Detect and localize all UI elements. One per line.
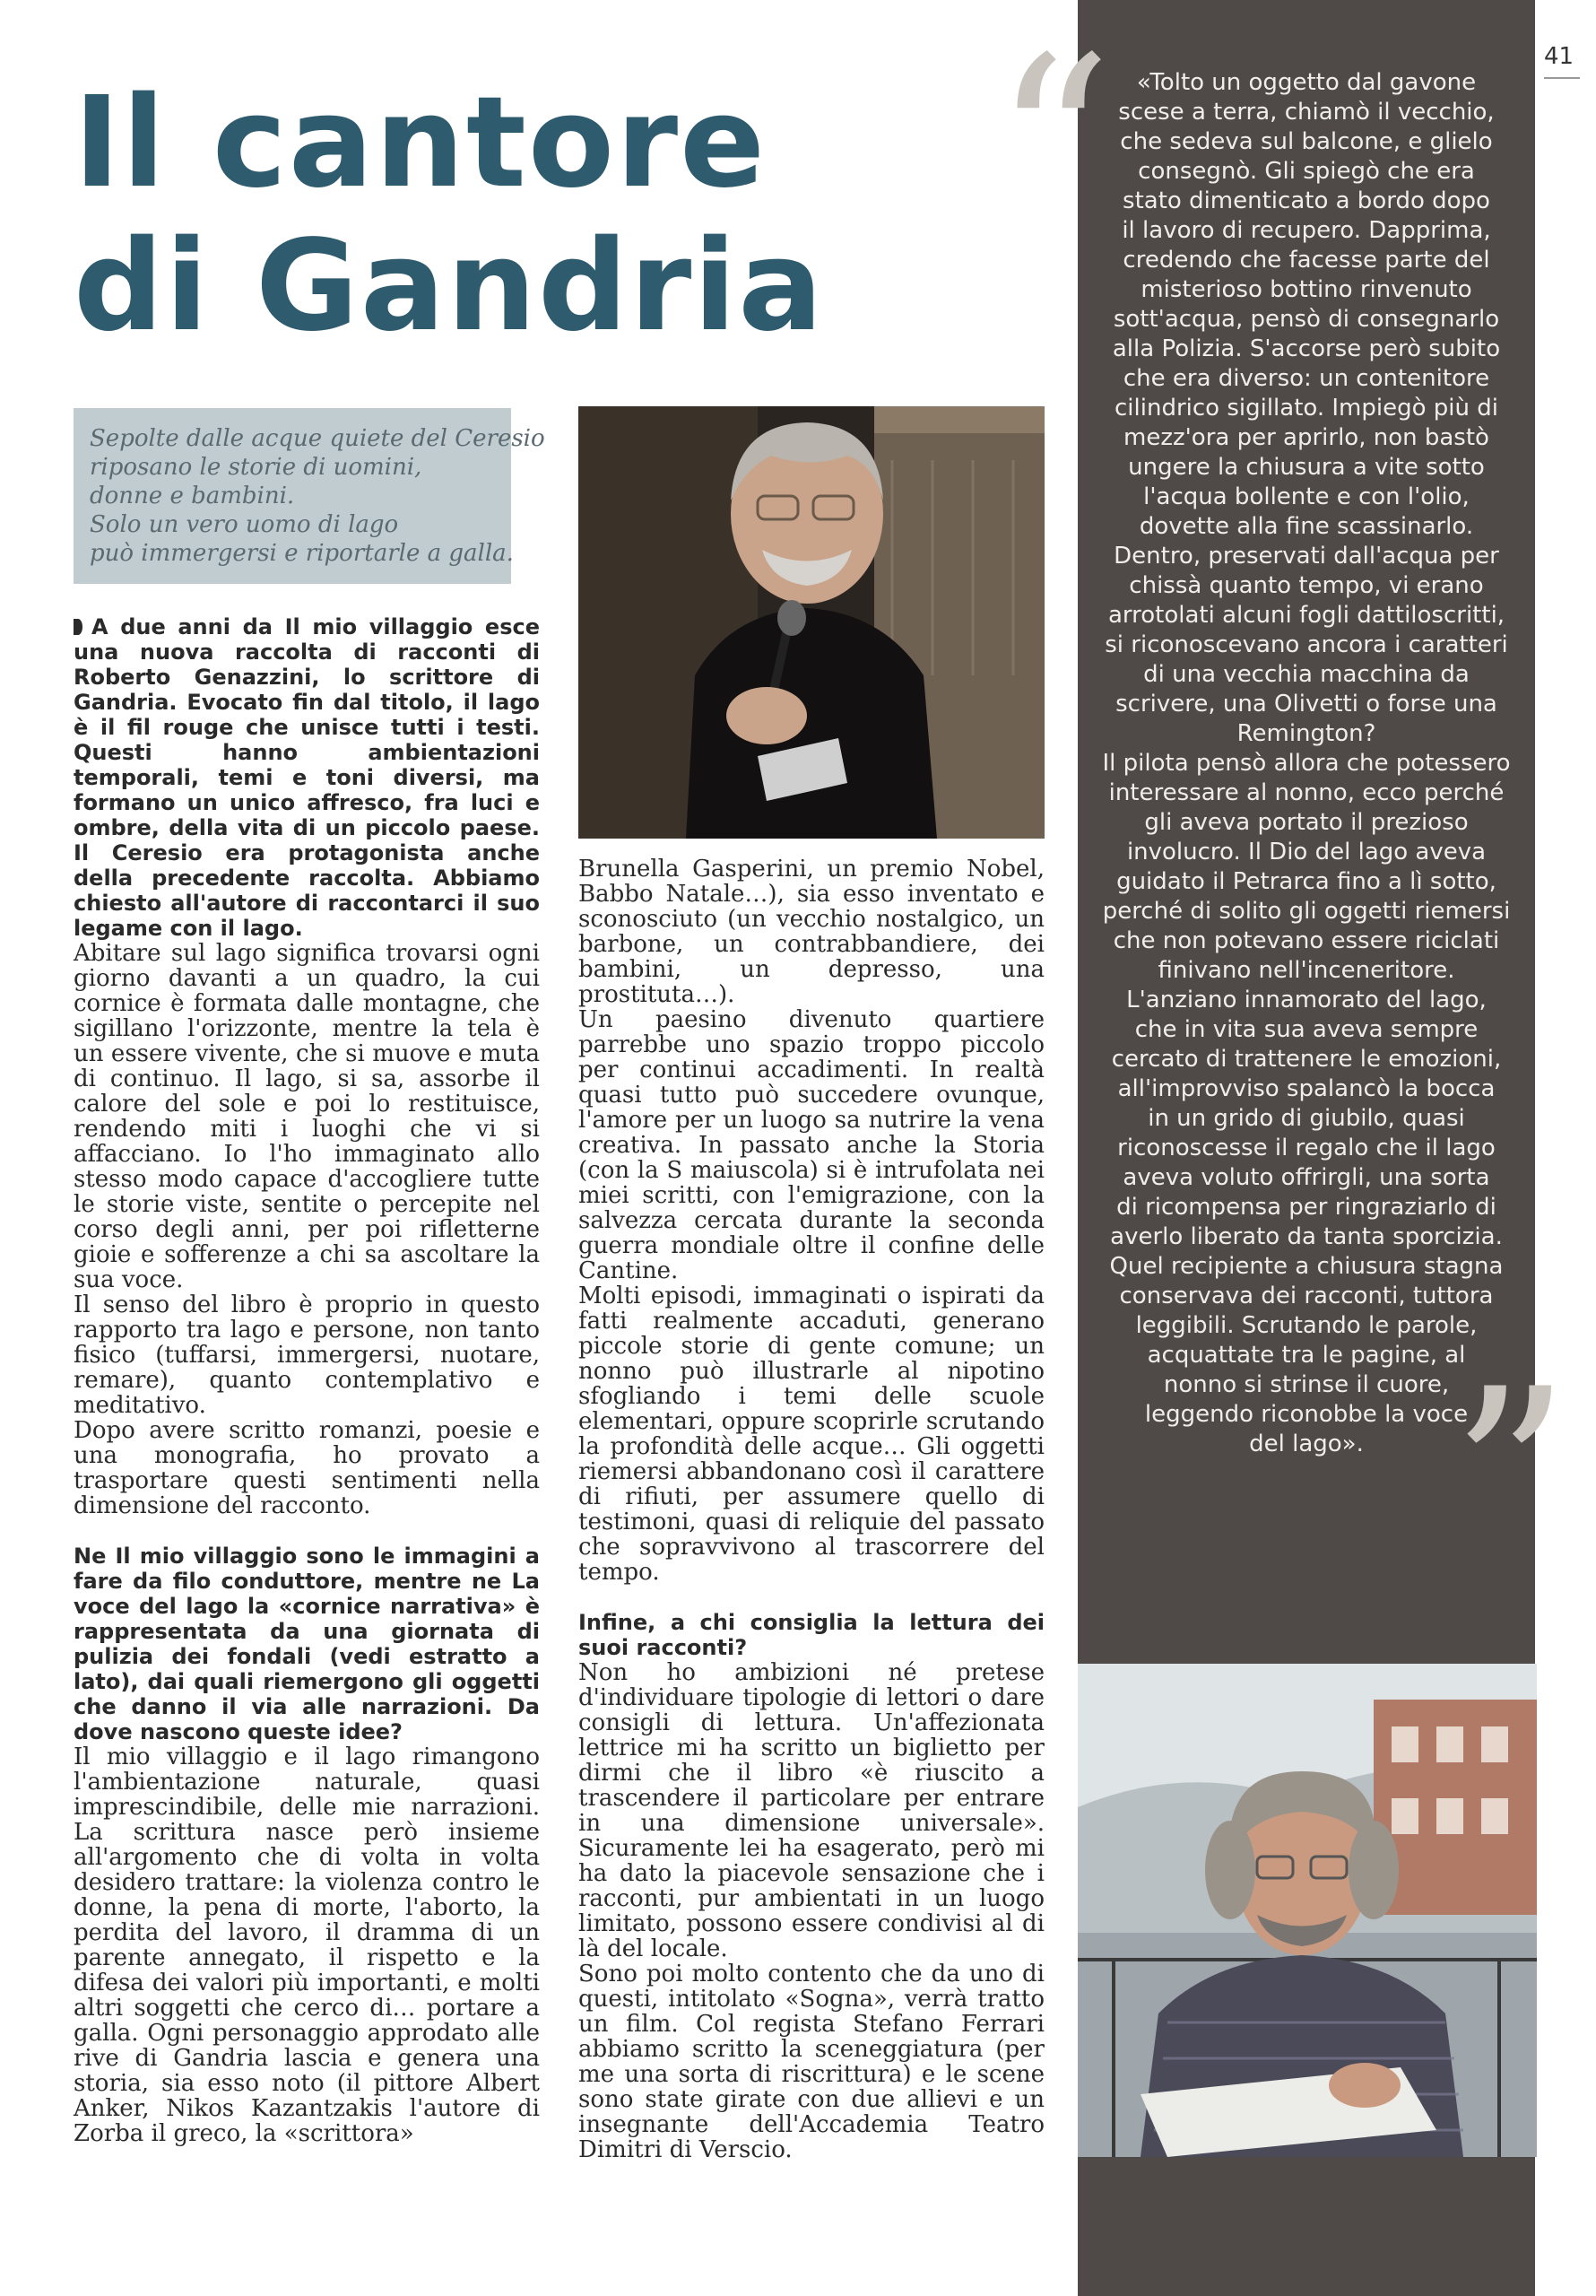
body-paragraph: Il senso del libro è proprio in questo rapporto tra lago e persone, non tanto fisico (tuffarsi, immergersi, nuotare, remare), quanto contemplativo e meditativo.: [74, 1292, 540, 1419]
excerpt-line: involucro. Il Dio del lago aveva: [1126, 839, 1487, 865]
excerpt-line: alla Polizia. S'accorse però subito: [1112, 335, 1501, 362]
excerpt-line: leggibili. Scrutando le parole,: [1135, 1312, 1478, 1339]
excerpt-line: L'anziano innamorato del lago,: [1126, 987, 1487, 1013]
author-photo-microphone: [578, 406, 1045, 839]
body-paragraph: Non ho ambizioni né pretese d'individuare tipologie di lettori o dare consigli di lettura. Un'affezionata lettrice mi ha scritto un biglietto per dirmi che il libro «è riuscito a trascendere il particolare per entrare in una dimensione universale». Sicuramente lei ha esagerato, però mi ha dato la piacevole sensazione che i racconti, pur ambientati in un luogo limitato, possono essere condivisi al di là del locale.: [578, 1659, 1045, 1962]
excerpt-line: del lago».: [1249, 1431, 1364, 1457]
body-paragraph: Dopo avere scritto romanzi, poesie e una monografia, ho provato a trasportare questi sentimenti nella dimensione del racconto.: [74, 1417, 540, 1519]
article-column-2: [578, 857, 1045, 2162]
open-quote-icon: “: [993, 8, 1113, 279]
paragraph-marker-icon: [74, 619, 82, 635]
excerpt-line: averlo liberato da tanta sporcizia.: [1110, 1223, 1503, 1250]
lead-line: può immergersi e riportarle a galla.: [90, 540, 514, 567]
title-line-2: di Gandria: [74, 213, 825, 360]
excerpt-line: nonno si strinse il cuore,: [1163, 1371, 1450, 1398]
excerpt-line: cercato di trattenere le emozioni,: [1111, 1046, 1502, 1073]
author-photo-balcony: [1078, 1664, 1537, 2157]
excerpt-line: all'improvviso spalancò la bocca: [1117, 1075, 1496, 1102]
excerpt-line: sott'acqua, pensò di consegnarlo: [1113, 306, 1500, 333]
body-paragraph: Il mio villaggio e il lago rimangono l'ambientazione naturale, quasi imprescindibile, delle mie narrazioni. La scrittura nasce però insieme all'argomento che di volta in volta desidero trattare: la violenza contro le donne, la pena di morte, l'aborto, la perdita del lavoro, il dramma di un parente annegato, il rispetto e la difesa dei valori più importanti, e molti altri soggetti che cerco di… portare a galla. Ogni personaggio approdato alle rive di Gandria lascia e genera una storia, sia esso noto (il pittore Albert Anker, Nikos Kazantzakis l'autore di Zorba il greco, la «scrittora»: [74, 1744, 540, 2147]
title-line-1: Il cantore: [74, 70, 768, 216]
excerpt-line: credendo che facesse parte del: [1123, 247, 1490, 274]
excerpt-line: scese a terra, chiamò il vecchio,: [1118, 99, 1495, 126]
body-paragraph: Sono poi molto contento che da uno di questi, intitolato «Sogna», verrà tratto un film. Col regista Stefano Ferrari abbiamo scritto la sceneggiatura (per me una sorta di riscrittura) e le scene sono state girate con due allievi e un insegnante dell'Accademia Teatro Dimitri di Verscio.: [578, 1961, 1045, 2163]
article-column-1: [74, 614, 540, 2146]
lead-line: riposano le storie di uomini,: [90, 454, 422, 481]
excerpt-line: arrotolati alcuni fogli dattiloscritti,: [1107, 602, 1505, 629]
excerpt-line: il lavoro di recupero. Dapprima,: [1122, 217, 1491, 244]
excerpt-line: gli aveva portato il prezioso: [1144, 809, 1469, 836]
lead-line: donne e bambini.: [90, 483, 295, 509]
body-paragraph: Molti episodi, immaginati o ispirati da fatti realmente accaduti, generano piccole storie di gente comune; un nonno può illustrarle al nipotino sfogliando i temi delle scuole elementari, oppure scoprirle scrutando la profondità delle acque… Gli oggetti riemersi abbandonano così il carattere di rifiuti, per assumere quello di testimoni, quasi di reliquie del passato che sopravvivono al trascorrere del tempo.: [578, 1283, 1045, 1586]
excerpt-line: acquattate tra le pagine, al: [1147, 1342, 1466, 1369]
excerpt-line: l'acqua bollente e con l'olio,: [1143, 483, 1470, 510]
excerpt-line: scrivere, una Olivetti o forse una: [1115, 691, 1497, 718]
excerpt-line: perché di solito gli oggetti riemersi: [1102, 898, 1511, 925]
excerpt-line: di ricompensa per ringraziarlo di: [1116, 1194, 1496, 1221]
excerpt-line: misterioso bottino rinvenuto: [1141, 276, 1472, 303]
page-number: 41: [1544, 43, 1574, 70]
excerpt-text: [1096, 68, 1517, 1459]
excerpt-line: si riconoscevano ancora i caratteri: [1105, 631, 1508, 658]
close-quote-icon: ”: [1451, 1340, 1570, 1611]
interview-question: Ne Il mio villaggio sono le immagini a fare da filo conduttore, mentre ne La voce del lago la «cornice narrativa» è rappresentata da una giornata di pulizia dei fondali (vedi estratto a lato), dai quali riemergono gli oggetti che danno il via alle narrazioni. Da dove nascono queste idee?: [74, 1544, 540, 1744]
excerpt-line: guidato il Petrarca fino a lì sotto,: [1116, 868, 1496, 895]
excerpt-line: consegnò. Gli spiegò che era: [1138, 158, 1475, 185]
excerpt-line: «Tolto un oggetto dal gavone: [1136, 69, 1477, 96]
excerpt-line: riconoscesse il regalo che il lago: [1117, 1135, 1496, 1161]
excerpt-line: in un grido di giubilo, quasi: [1148, 1105, 1465, 1132]
excerpt-line: dovette alla fine scassinarlo.: [1139, 513, 1474, 540]
excerpt-line: Il pilota pensò allora che potessero: [1102, 750, 1511, 777]
excerpt-line: Dentro, preservati dall'acqua per: [1114, 543, 1499, 570]
excerpt-line: stato dimenticato a bordo dopo: [1123, 187, 1490, 214]
excerpt-line: conservava dei racconti, tuttora: [1119, 1283, 1494, 1309]
excerpt-line: Remington?: [1236, 720, 1376, 747]
excerpt-line: che non potevano essere riciclati: [1113, 927, 1500, 954]
page-number-rule: [1544, 77, 1580, 79]
excerpt-line: ungere la chiusura a vite sotto: [1128, 454, 1485, 481]
excerpt-line: Quel recipiente a chiusura stagna: [1109, 1253, 1504, 1280]
excerpt-line: interessare al nonno, ecco perché: [1108, 779, 1505, 806]
excerpt-line: che in vita sua aveva sempre: [1134, 1016, 1479, 1043]
excerpt-line: che sedeva sul balcone, e glielo: [1120, 128, 1493, 155]
excerpt-line: leggendo riconobbe la voce: [1144, 1401, 1469, 1428]
intro-text: A due anni da Il mio villaggio esce una nuova raccolta di racconti di Roberto Genazzini, lo scrittore di Gandria. Evocato fin dal titolo, il lago è il fil rouge che unisce tutti i testi. Questi hanno ambientazioni temporali, temi e toni diversi, ma formano un unico affresco, fra luci e ombre, della vita di un piccolo paese. Il Ceresio era protagonista anche della precedente raccolta. Abbiamo chiesto all'autore di raccontarci il suo legame con il lago.: [74, 614, 540, 941]
intro-paragraph: [74, 614, 540, 941]
lead-box: [74, 408, 545, 584]
excerpt-line: mezz'ora per aprirlo, non bastò: [1123, 424, 1489, 451]
excerpt-line: che era diverso: un contenitore: [1123, 365, 1490, 392]
body-paragraph: Un paesino divenuto quartiere parrebbe uno spazio troppo piccolo per continui accadimenti. In realtà quasi tutto può succedere ovunque, l'amore per un luogo sa nutrire la vena creativa. In passato anche la Storia (con la S maiuscola) si è intrufolata nei miei scritti, con l'emigrazione, con la salvezza cercata durante la seconda guerra mondiale oltre il confine delle Cantine.: [578, 1006, 1045, 1284]
excerpt-line: cilindrico sigillato. Impiegò più di: [1115, 395, 1498, 422]
article-title: [74, 72, 1042, 359]
interview-question: Infine, a chi consiglia la lettura dei suoi racconti?: [578, 1610, 1045, 1660]
excerpt-line: aveva voluto offrirgli, una sorta: [1123, 1164, 1490, 1191]
excerpt-line: di una vecchia macchina da: [1143, 661, 1470, 688]
excerpt-line: chissà quanto tempo, vi erano: [1129, 572, 1484, 599]
body-paragraph: Brunella Gasperini, un premio Nobel, Babbo Natale…), sia esso inventato e sconosciuto (un vecchio nostalgico, un barbone, un contrabbandiere, dei bambini, un depresso, una prostituta…).: [578, 856, 1045, 1008]
excerpt-line: finivano nell'inceneritore.: [1158, 957, 1455, 984]
body-paragraph: Abitare sul lago significa trovarsi ogni giorno davanti a un quadro, la cui cornice è formata dalle montagne, che sigillano l'orizzonte, mentre la tela è un essere vivente, che si muove e muta di continuo. Il lago, si sa, assorbe il calore del sole e poi lo restituisce, rendendo miti i luoghi che vi si affacciano. Io l'ho immaginato allo stesso modo capace d'accogliere tutte le storie viste, sentite o percepite nel corso degli anni, per poi rifletterne gioie e sofferenze a chi sa ascoltare la sua voce.: [74, 940, 540, 1293]
lead-line: Sepolte dalle acque quiete del Ceresio: [90, 425, 545, 452]
lead-line: Solo un vero uomo di lago: [90, 511, 399, 538]
